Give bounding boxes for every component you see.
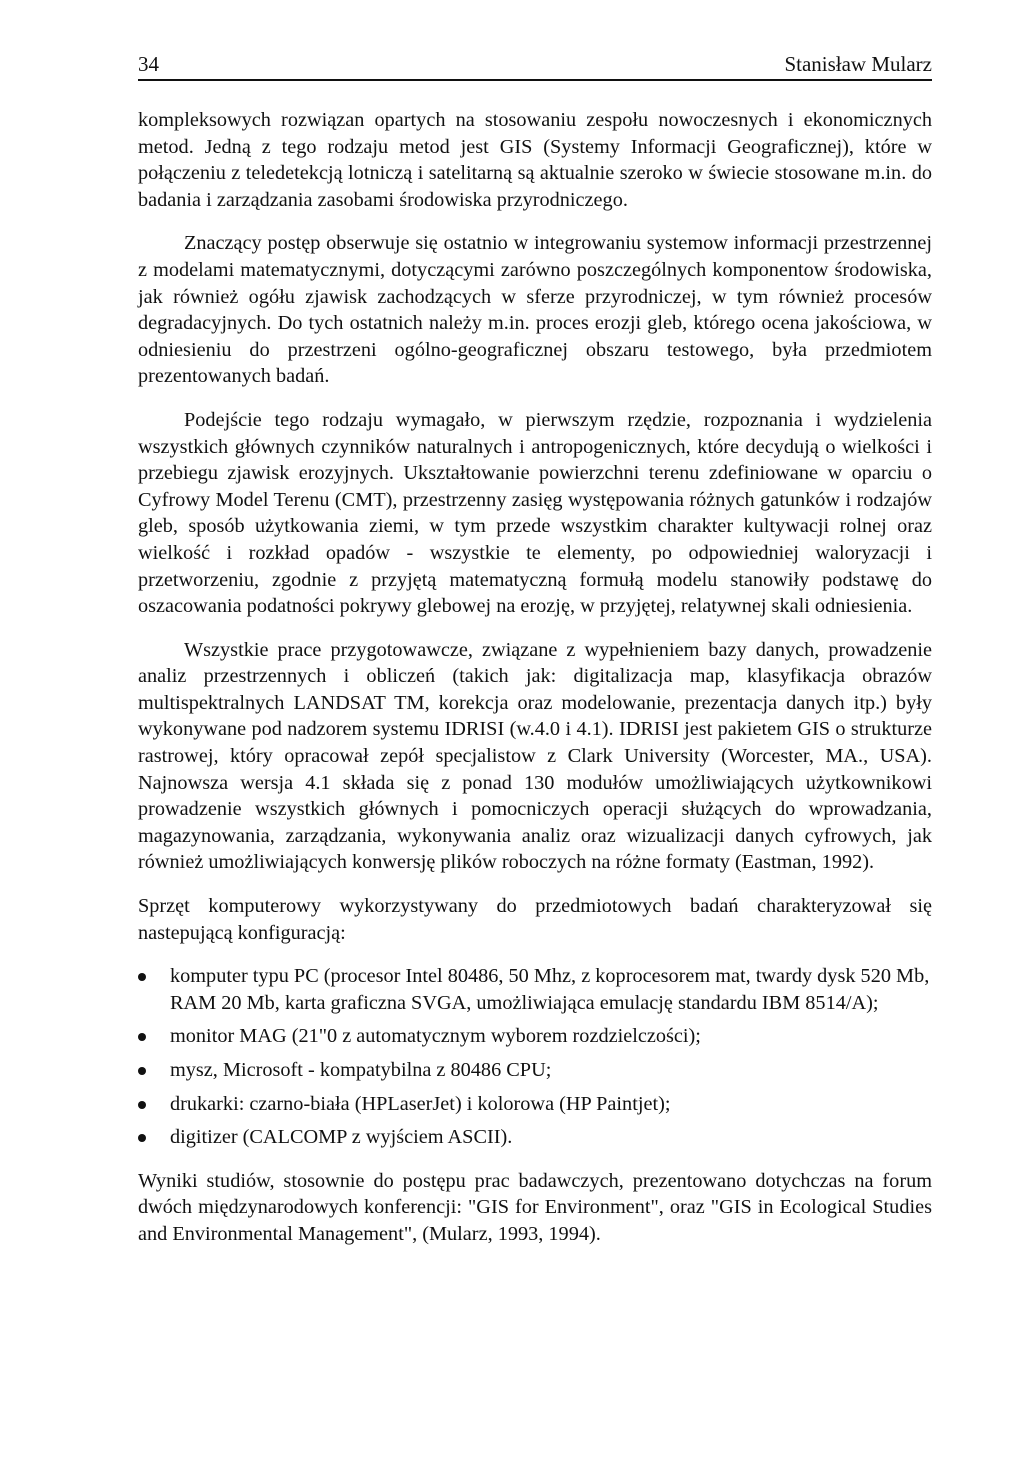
paragraph: Wyniki studiów, stosownie do postępu prac badawczych, prezentowano dotychczas na forum dwóch międzynarodowych konferencji: "GIS for Environment", oraz "GIS in Ecological Studies and Environmental Management", (Mularz, 1993, 1994).	[138, 1169, 932, 1245]
bullet-icon	[138, 1067, 146, 1075]
list-item-text: monitor MAG (21"0 z automatycznym wyborem rozdzielczości);	[170, 1025, 701, 1048]
list-item	[138, 1023, 932, 1050]
paragraph: Sprzęt komputerowy wykorzystywany do przedmiotowych badań charakteryzował się nastepującą konfiguracją:	[138, 895, 932, 944]
list-item	[138, 1124, 932, 1151]
paragraph: Wszystkie prace przygotowawcze, związane z wypełnieniem bazy danych, prowadzenie analiz przestrzennych i obliczeń (takich jak: digitalizacja map, klasyfikacja obrazów multispektralnych LANDSAT TM, korekcja oraz modelowanie, prezentacja danych itp.) były wykonywane pod nadzorem systemu IDRISI (w.4.0 i 4.1). IDRISI jest pakietem GIS o strukturze rastrowej, który opracował zepół specjalistow z Clark University (Worcester, MA., USA). Najnowsza wersja 4.1 składa się z ponad 130 modułów umożliwiających użytkownikowi prowadzenie wszystkich głównych i pomocniczych operacji służących do wprowadzania, magazynowania, zarządzania, wykonywania analiz oraz wizualizacji danych cyfrowych, jak również umożliwiających konwersję plików roboczych na różne formaty (Eastman, 1992).	[138, 638, 932, 874]
list-item	[138, 963, 932, 1016]
bullet-icon	[138, 1134, 146, 1142]
paragraph: Znaczący postęp obserwuje się ostatnio w integrowaniu systemow informacji przestrzennej z modelami matematycznymi, dotyczącymi zarówno poszczególnych komponentow środowiska, jak również ogółu zjawisk zachodzących w sferze przyrodniczej, w tym również procesów degradacyjnych. Do tych ostatnich należy m.in. proces erozji gleb, którego ocena jakościowa, w odniesieniu do przestrzeni ogólno-geograficznej obszaru testowego, była przedmiotem prezentowanych badań.	[138, 232, 932, 388]
page-number: 34	[138, 52, 159, 76]
paragraph: Podejście tego rodzaju wymagało, w pierwszym rzędzie, rozpoznania i wydzielenia wszystkich głównych czynników naturalnych i antropogenicznych, które decydują o wielkości i przebiegu zjawisk erozyjnych. Ukształtowanie powierzchni terenu zdefiniowane w oparciu o Cyfrowy Model Terenu (CMT), przestrzenny zasięg występowania różnych gatunków i rodzajów gleb, sposób użytkowania ziemi, w tym przede wszystkim charakter kultywacji rolnej oraz wielkość i rozkład opadów - wszystkie te elementy, po odpowiedniej waloryzacji i przetworzeniu, zgodnie z przyjętą matematyczną formułą modelu stanowiły podstawę do oszacowania podatności pokrywy glebowej na erozję, w przyjętej, relatywnej skali odniesienia.	[138, 408, 932, 618]
list-item-text: digitizer (CALCOMP z wyjściem ASCII).	[170, 1126, 513, 1149]
list-item	[138, 1091, 932, 1118]
list-item-text: komputer typu PC (procesor Intel 80486, 50 Mhz, z koprocesorem mat, twardy dysk 520 Mb, RAM 20 Mb, karta graficzna SVGA, umożliwiająca emulację standardu IBM 8514/A);	[170, 965, 930, 1014]
hardware-list	[138, 963, 932, 1151]
page-header	[138, 52, 932, 81]
document-page	[138, 52, 932, 1265]
bullet-icon	[138, 1101, 146, 1109]
bullet-icon	[138, 1033, 146, 1041]
running-head-author: Stanisław Mularz	[784, 52, 932, 76]
bullet-icon	[138, 973, 146, 981]
body-text	[138, 107, 932, 1248]
list-item	[138, 1057, 932, 1084]
paragraph: kompleksowych rozwiązan opartych na stosowaniu zespołu nowoczesnych i ekonomicznych metod. Jedną z tego rodzaju metod jest GIS (Systemy Informacji Geograficznej), które w połączeniu z teledetekcją lotniczą i satelitarną są aktualnie szeroko w świecie stosowane m.in. do badania i zarządzania zasobami środowiska przyrodniczego.	[138, 109, 932, 211]
list-item-text: mysz, Microsoft - kompatybilna z 80486 CPU;	[170, 1059, 552, 1081]
list-item-text: drukarki: czarno-biała (HPLaserJet) i kolorowa (HP Paintjet);	[170, 1092, 671, 1115]
